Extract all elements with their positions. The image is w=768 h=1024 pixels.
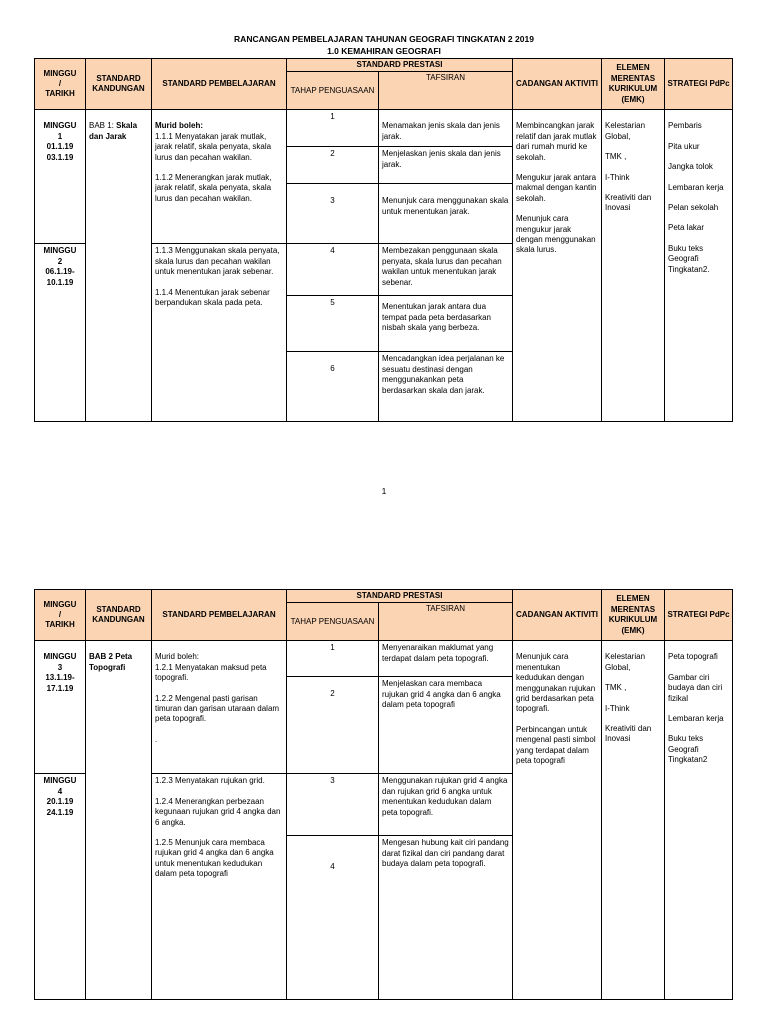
emk-cell: Kelestarian Global, TMK , I-Think Kreativiti dan Inovasi <box>602 641 665 1000</box>
header-elemen: ELEMEN MERENTAS KURIKULUM (EMK) <box>602 590 665 641</box>
tp-level: 4 <box>287 244 379 296</box>
tafsiran-cell: Mencadangkan idea perjalanan ke sesuatu destinasi dengan menggunakankan peta berdasarkan skala dan jarak. <box>379 352 513 422</box>
header-strategi: STRATEGI PdPc <box>665 590 733 641</box>
kandungan-cell: BAB 1: Skala dan Jarak <box>86 110 152 422</box>
week-cell: MINGGU 2 06.1.19- 10.1.19 <box>35 244 86 422</box>
pembelajaran-cell: 1.2.3 Menyatakan rujukan grid. 1.2.4 Menerangkan perbezaan kegunaan rujukan grid 4 angka dan 6 angka. 1.2.5 Menunjuk cara membaca rujukan grid 4 angka dan 6 angka untuk menentukan kedudukan dalam peta topografi <box>152 774 287 1000</box>
header-elemen: ELEMEN MERENTAS KURIKULUM (EMK) <box>602 59 665 110</box>
header-strategi: STRATEGI PdPc <box>665 59 733 110</box>
header-standard-kandungan: STANDARD KANDUNGAN <box>86 590 152 641</box>
pembelajaran-cell: 1.1.3 Menggunakan skala penyata, skala lurus dan pecahan wakilan untuk menentukan jarak sebenar. 1.1.4 Menentukan jarak sebenar berpandukan skala pada peta. <box>152 244 287 422</box>
tp-level: 3 <box>287 184 379 244</box>
tp-level: 1 <box>287 110 379 147</box>
header-tafsiran: TAFSIRAN <box>379 72 513 110</box>
tp-level: 1 <box>287 641 379 677</box>
strategi-cell: Peta topografi Gambar ciri budaya dan ciri fizikal Lembaran kerja Buku teks Geografi Tingkatan2 <box>665 641 733 1000</box>
header-standard-kandungan: STANDARD KANDUNGAN <box>86 59 152 110</box>
header-tahap-penguasaan: TAHAP PENGUASAAN <box>287 72 379 110</box>
tafsiran-cell: Mengesan hubung kait ciri pandang darat fizikal dan ciri pandang darat budaya dalam peta topografi. <box>379 836 513 1000</box>
plan-table-2 <box>34 589 733 1000</box>
document-subtitle: 1.0 KEMAHIRAN GEOGRAFI <box>327 46 441 56</box>
tp-level: 3 <box>287 774 379 836</box>
aktiviti-cell: Menunjuk cara menentukan kedudukan dengan menggunakan rujukan grid berdasarkan peta topografi. Perbincangan untuk mengenal pasti simbol yang terdapat dalam peta topografi <box>513 641 602 1000</box>
tafsiran-cell: Menggunakan rujukan grid 4 angka dan rujukan grid 6 angka untuk menentukan kedudukan dalam peta topografi. <box>379 774 513 836</box>
header-cadangan-aktiviti: CADANGAN AKTIVITI <box>513 59 602 110</box>
header-standard-prestasi: STANDARD PRESTASI <box>287 59 513 72</box>
tafsiran-cell: Membezakan penggunaan skala penyata, skala lurus dan pecahan wakilan untuk menentukan jarak sebenar. <box>379 244 513 296</box>
plan-table-1 <box>34 58 733 422</box>
tafsiran-cell: Menunjuk cara menggunakan skala untuk menentukan jarak. <box>379 184 513 244</box>
document-title: RANCANGAN PEMBELAJARAN TAHUNAN GEOGRAFI TINGKATAN 2 2019 <box>234 34 534 44</box>
header-tahap-penguasaan: TAHAP PENGUASAAN <box>287 603 379 641</box>
week-cell: MINGGU 3 13.1.19- 17.1.19 <box>35 641 86 774</box>
header-minggu-tarikh: MINGGU / TARIKH <box>35 590 86 641</box>
tafsiran-cell: Menjelaskan cara membaca rujukan grid 4 angka dan 6 angka dalam peta topografi <box>379 677 513 774</box>
tafsiran-cell: Menamakan jenis skala dan jenis jarak. <box>379 110 513 147</box>
week-cell: MINGGU 1 01.1.19 03.1.19 <box>35 110 86 244</box>
week-cell: MINGGU 4 20.1.19 24.1.19 <box>35 774 86 1000</box>
tafsiran-cell: Menyenaraikan maklumat yang terdapat dalam peta topografi. <box>379 641 513 677</box>
kandungan-cell: BAB 2 Peta Topografi <box>86 641 152 1000</box>
header-standard-pembelajaran: STANDARD PEMBELAJARAN <box>152 59 287 110</box>
header-cadangan-aktiviti: CADANGAN AKTIVITI <box>513 590 602 641</box>
header-standard-pembelajaran: STANDARD PEMBELAJARAN <box>152 590 287 641</box>
tp-level: 2 <box>287 677 379 774</box>
header-tafsiran: TAFSIRAN <box>379 603 513 641</box>
header-minggu-tarikh: MINGGU / TARIKH <box>35 59 86 110</box>
tp-level: 6 <box>287 352 379 422</box>
pembelajaran-cell: Murid boleh: 1.1.1 Menyatakan jarak mutlak, jarak relatif, skala penyata, skala lurus dan pecahan wakilan. 1.1.2 Menerangkan jarak mutlak, jarak relatif, skala penyata, skala lurus dan pecahan wakilan. <box>152 110 287 244</box>
strategi-cell: Pembaris Pita ukur Jangka tolok Lembaran kerja Pelan sekolah Peta lakar Buku teks Geografi Tingkatan2. <box>665 110 733 422</box>
tp-level: 4 <box>287 836 379 1000</box>
tp-level: 5 <box>287 296 379 352</box>
tafsiran-cell: Menjelaskan jenis skala dan jenis jarak. <box>379 147 513 184</box>
aktiviti-cell: Membincangkan jarak relatif dan jarak mutlak dari rumah murid ke sekolah. Mengukur jarak antara makmal dengan kantin sekolah. Menunjuk cara mengukur jarak dengan menggunakan skala lurus. <box>513 110 602 422</box>
header-standard-prestasi: STANDARD PRESTASI <box>287 590 513 603</box>
emk-cell: Kelestarian Global, TMK , I-Think Kreativiti dan Inovasi <box>602 110 665 422</box>
tafsiran-cell: Menentukan jarak antara dua tempat pada peta berdasarkan nisbah skala yang berbeza. <box>379 296 513 352</box>
page-number: 1 <box>381 486 387 496</box>
tp-level: 2 <box>287 147 379 184</box>
pembelajaran-cell: Murid boleh: 1.2.1 Menyatakan maksud peta topografi. 1.2.2 Mengenal pasti garisan timuran dan garisan utaraan dalam peta topografi. . <box>152 641 287 774</box>
